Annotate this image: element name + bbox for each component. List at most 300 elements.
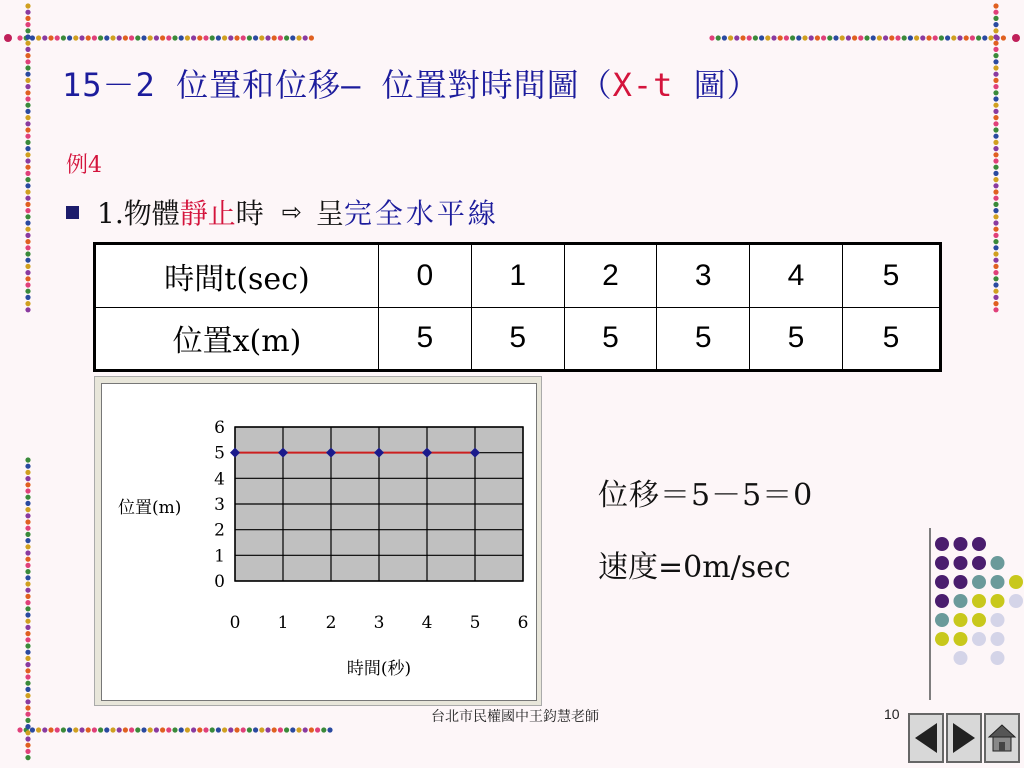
bead-dot	[993, 282, 998, 287]
bead-dot	[303, 35, 308, 40]
bead-dot	[25, 276, 30, 281]
table-cell: 4	[750, 244, 843, 308]
bead-dot	[25, 78, 30, 83]
bead-dot	[25, 538, 30, 543]
bead-dot	[993, 264, 998, 269]
bead-dot	[222, 35, 227, 40]
bead-dot	[993, 227, 998, 232]
table-header: 時間t(sec)	[95, 244, 379, 308]
bead-dot	[172, 35, 177, 40]
bead-dot	[25, 146, 30, 151]
bead-dot	[759, 35, 764, 40]
bead-dot	[993, 53, 998, 58]
bead-dot	[25, 457, 30, 462]
bead-dot	[309, 35, 314, 40]
bead-dot	[265, 35, 270, 40]
bead-dot	[982, 35, 987, 40]
bead-dot	[290, 727, 295, 732]
bead-dot	[25, 121, 30, 126]
bead-dot	[17, 727, 22, 732]
bead-dot	[30, 727, 35, 732]
bead-dot	[722, 35, 727, 40]
bead-dot	[259, 727, 264, 732]
bead-dot	[110, 727, 115, 732]
bead-dot	[25, 196, 30, 201]
bead-dot	[747, 35, 752, 40]
bead-dot	[765, 35, 770, 40]
home-icon	[986, 715, 1018, 761]
bead-dot	[802, 35, 807, 40]
bead-dot	[191, 35, 196, 40]
bead-dot	[25, 127, 30, 132]
bead-dot	[197, 727, 202, 732]
bead-dot	[993, 115, 998, 120]
bead-dot	[25, 245, 30, 250]
bead-dot	[25, 3, 30, 8]
bead-dot	[25, 743, 30, 748]
bead-dot	[25, 668, 30, 673]
bead-dot	[25, 687, 30, 692]
bead-dot	[976, 35, 981, 40]
x-tick-label: 0	[229, 613, 241, 633]
bead-dot	[993, 251, 998, 256]
bead-dot	[858, 35, 863, 40]
bead-dot	[272, 35, 277, 40]
bead-dot	[98, 35, 103, 40]
y-axis-label: 位置(m)	[118, 498, 182, 518]
bead-dot	[154, 727, 159, 732]
bead-dot	[809, 35, 814, 40]
bead-dot	[247, 35, 252, 40]
bead-dot	[871, 35, 876, 40]
bead-dot	[821, 35, 826, 40]
bead-dot	[993, 239, 998, 244]
bead-dot	[241, 727, 246, 732]
bead-dot	[993, 65, 998, 70]
bead-dot	[25, 202, 30, 207]
bead-dot	[951, 35, 956, 40]
bead-dot	[141, 727, 146, 732]
bead-dot	[993, 96, 998, 101]
bead-dot	[25, 501, 30, 506]
triangle-left-icon	[910, 715, 942, 761]
bead-dot	[25, 307, 30, 312]
bead-dot	[117, 727, 122, 732]
bead-dot	[25, 563, 30, 568]
bead-dot	[988, 35, 993, 40]
bead-dot	[141, 35, 146, 40]
bead-dot	[42, 35, 47, 40]
bead-dot	[172, 727, 177, 732]
page-title	[62, 60, 760, 106]
bead-dot	[129, 35, 134, 40]
chart-area	[101, 383, 537, 701]
bead-dot	[964, 35, 969, 40]
bead-dot	[25, 158, 30, 163]
displacement-text: 位移＝5－5＝0	[598, 478, 814, 513]
decorative-dot	[972, 556, 986, 570]
bead-dot	[25, 214, 30, 219]
bullet-result-keyword: 完全水平線	[343, 197, 499, 230]
bead-dot	[278, 727, 283, 732]
bead-dot	[902, 35, 907, 40]
bead-dot	[25, 625, 30, 630]
bead-dot	[25, 233, 30, 238]
decorative-dot	[972, 594, 986, 608]
bead-dot	[166, 727, 171, 732]
decorative-dot	[991, 651, 1005, 665]
bead-dot	[25, 643, 30, 648]
bead-dot	[48, 35, 53, 40]
bead-dot	[216, 727, 221, 732]
bead-dot	[993, 289, 998, 294]
bead-dot	[191, 727, 196, 732]
y-tick-label: 3	[214, 495, 225, 515]
y-tick-label: 4	[214, 469, 225, 490]
bead-dot	[104, 727, 109, 732]
bead-dot	[92, 727, 97, 732]
bead-dot	[993, 41, 998, 46]
y-tick-label: 1	[214, 546, 225, 567]
title-suffix: 圖）	[673, 66, 760, 104]
bead-dot	[25, 28, 30, 33]
bead-dot	[993, 121, 998, 126]
bead-dot	[25, 736, 30, 741]
bead-dot	[846, 35, 851, 40]
bead-dot	[290, 35, 295, 40]
table-cell: 5	[471, 307, 564, 371]
bead-dot	[48, 727, 53, 732]
bead-dot	[185, 727, 190, 732]
bullet-result-prefix: 呈	[315, 197, 344, 230]
bead-dot	[148, 727, 153, 732]
bead-dot	[993, 196, 998, 201]
bead-dot	[778, 35, 783, 40]
decorative-dot	[972, 613, 986, 627]
table-row-time	[95, 244, 941, 308]
bead-dot	[67, 727, 72, 732]
bead-dot	[148, 35, 153, 40]
bead-dot	[25, 730, 30, 735]
table-cell: 0	[379, 244, 472, 308]
bead-dot	[993, 258, 998, 263]
bead-dot	[25, 109, 30, 114]
bead-dot	[25, 53, 30, 58]
bead-dot	[166, 35, 171, 40]
table-cell: 1	[471, 244, 564, 308]
table-cell: 5	[842, 307, 940, 371]
bead-dot	[25, 22, 30, 27]
bead-dot	[25, 177, 30, 182]
example-label: 例4	[66, 153, 102, 178]
bead-dot	[993, 233, 998, 238]
bead-dot	[17, 35, 22, 40]
bead-dot	[25, 59, 30, 64]
bead-dot	[25, 84, 30, 89]
bead-dot	[25, 282, 30, 287]
table-cell: 5	[750, 307, 843, 371]
bullet-prefix: 1.物體	[97, 197, 180, 230]
bead-dot	[25, 674, 30, 679]
bead-dot	[123, 35, 128, 40]
bead-dot	[728, 35, 733, 40]
table-header: 位置x(m)	[95, 307, 379, 371]
bead-dot	[86, 727, 91, 732]
next-slide-button[interactable]	[946, 713, 982, 763]
decorative-dot	[991, 594, 1005, 608]
bead-dot	[92, 35, 97, 40]
bead-dot	[25, 34, 30, 39]
bead-dot	[25, 681, 30, 686]
bead-dot	[25, 519, 30, 524]
bead-dot	[25, 600, 30, 605]
bead-dot	[993, 301, 998, 306]
bead-dot	[197, 35, 202, 40]
bead-dot	[25, 532, 30, 537]
decorative-dot	[935, 537, 949, 551]
decorative-dot	[954, 651, 968, 665]
home-button[interactable]	[984, 713, 1020, 763]
bead-dot	[716, 35, 721, 40]
bead-dot	[993, 214, 998, 219]
bead-dot	[73, 35, 78, 40]
chart-frame	[94, 376, 542, 706]
decorative-dot	[991, 632, 1005, 646]
bead-dot	[25, 650, 30, 655]
x-tick-label: 6	[517, 613, 529, 633]
bead-dot	[55, 35, 60, 40]
bead-dot	[993, 134, 998, 139]
bead-dot	[993, 72, 998, 77]
bead-dot	[296, 727, 301, 732]
bead-dot	[284, 727, 289, 732]
y-tick-label: 0	[214, 572, 225, 592]
bead-dot	[993, 22, 998, 27]
bead-dot	[939, 35, 944, 40]
footer-teacher: 台北市民權國中王鈞慧老師	[431, 709, 599, 725]
bead-dot	[25, 544, 30, 549]
bead-dot	[265, 727, 270, 732]
bead-dot	[228, 35, 233, 40]
bead-dot	[993, 84, 998, 89]
decorative-dot	[954, 594, 968, 608]
title-xt: X-t	[612, 66, 674, 104]
triangle-right-icon	[948, 715, 980, 761]
bead-dot	[852, 35, 857, 40]
bead-dot	[234, 35, 239, 40]
bead-dot	[25, 575, 30, 580]
decorative-dot	[1009, 575, 1023, 589]
bead-dot	[154, 35, 159, 40]
bead-dot	[993, 109, 998, 114]
bead-dot	[25, 16, 30, 21]
bead-dot	[160, 35, 165, 40]
xt-chart	[102, 384, 536, 700]
velocity-text: 速度=0m/sec	[598, 550, 791, 585]
bead-dot	[25, 134, 30, 139]
y-tick-label: 2	[214, 520, 225, 541]
bead-dot	[210, 35, 215, 40]
decorative-dot	[954, 556, 968, 570]
bead-dot	[253, 35, 258, 40]
bead-dot	[753, 35, 758, 40]
bead-dot	[42, 727, 47, 732]
x-axis-label: 時間(秒)	[346, 659, 412, 679]
bead-dot	[25, 662, 30, 667]
bead-dot	[25, 712, 30, 717]
bullet-line	[66, 192, 499, 232]
bead-dot	[993, 171, 998, 176]
decorative-dot	[972, 537, 986, 551]
bead-dot	[993, 307, 998, 312]
bead-dot	[61, 727, 66, 732]
bead-dot	[25, 96, 30, 101]
bead-dot	[179, 727, 184, 732]
bead-dot	[25, 289, 30, 294]
bead-dot	[740, 35, 745, 40]
bead-dot	[55, 727, 60, 732]
decorative-dot	[991, 575, 1005, 589]
bead-dot	[25, 220, 30, 225]
bead-dot	[993, 189, 998, 194]
bead-dot	[117, 35, 122, 40]
bead-dot	[25, 656, 30, 661]
bead-dot	[993, 158, 998, 163]
decorative-dot	[954, 632, 968, 646]
table-cell: 5	[379, 307, 472, 371]
bead-dot	[25, 464, 30, 469]
bead-dot	[321, 727, 326, 732]
table-cell: 5	[657, 307, 750, 371]
bead-dot	[993, 202, 998, 207]
table-cell: 3	[657, 244, 750, 308]
bead-dot	[889, 35, 894, 40]
bullet-suffix: 時	[235, 197, 264, 230]
bead-dot	[993, 183, 998, 188]
y-tick-label: 5	[214, 443, 225, 464]
bead-dot	[920, 35, 925, 40]
bead-dot	[25, 270, 30, 275]
bead-dot	[315, 727, 320, 732]
bead-dot	[25, 606, 30, 611]
bead-dot	[25, 718, 30, 723]
bead-dot	[771, 35, 776, 40]
bead-dot	[993, 295, 998, 300]
bead-dot	[25, 227, 30, 232]
bead-dot	[25, 72, 30, 77]
decorative-dot	[991, 556, 1005, 570]
bead-dot	[25, 470, 30, 475]
bead-dot	[303, 727, 308, 732]
bead-dot	[784, 35, 789, 40]
bead-dot	[709, 35, 714, 40]
bead-dot	[79, 35, 84, 40]
bead-dot	[993, 220, 998, 225]
bead-dot	[993, 208, 998, 213]
bead-dot	[25, 295, 30, 300]
bead-dot	[216, 35, 221, 40]
title-main: 15－2 位置和位移— 位置對時間圖（	[62, 66, 613, 104]
bead-dot	[25, 557, 30, 562]
bead-dot	[25, 258, 30, 263]
bead-dot	[1001, 35, 1006, 40]
bead-dot	[25, 612, 30, 617]
bead-dot	[993, 28, 998, 33]
bead-dot	[933, 35, 938, 40]
bead-dot	[25, 637, 30, 642]
bead-dot	[98, 727, 103, 732]
data-table	[93, 242, 942, 372]
bead-dot	[259, 35, 264, 40]
decorative-dot	[954, 613, 968, 627]
bead-dot	[993, 78, 998, 83]
bead-dot	[67, 35, 72, 40]
prev-slide-button[interactable]	[908, 713, 944, 763]
bead-dot	[284, 35, 289, 40]
bead-dot	[179, 35, 184, 40]
bead-dot	[25, 526, 30, 531]
bead-dot	[272, 727, 277, 732]
bead-dot	[25, 183, 30, 188]
bead-dot	[993, 270, 998, 275]
bead-dot	[25, 90, 30, 95]
table-cell: 2	[564, 244, 657, 308]
bead-dot	[203, 727, 208, 732]
bead-dot	[25, 264, 30, 269]
decorative-dot	[972, 575, 986, 589]
bead-dot	[278, 35, 283, 40]
bead-dot	[309, 727, 314, 732]
bead-dot	[25, 189, 30, 194]
bead-dot	[25, 755, 30, 760]
x-tick-label: 1	[277, 613, 289, 633]
bead-dot	[25, 588, 30, 593]
bead-dot	[25, 208, 30, 213]
bead-dot	[110, 35, 115, 40]
bead-dot	[123, 727, 128, 732]
bead-dot	[840, 35, 845, 40]
bead-dot	[926, 35, 931, 40]
bead-dot	[25, 41, 30, 46]
bead-dot	[864, 35, 869, 40]
bead-dot	[827, 35, 832, 40]
bead-dot	[104, 35, 109, 40]
bead-dot	[993, 152, 998, 157]
bead-dot	[734, 35, 739, 40]
bead-dot	[895, 35, 900, 40]
bead-dot	[129, 727, 134, 732]
bead-dot	[61, 35, 66, 40]
x-tick-label: 4	[421, 613, 433, 633]
decorative-dot	[972, 632, 986, 646]
bead-dot	[25, 115, 30, 120]
bullet-keyword: 靜止	[179, 197, 236, 230]
bead-dot	[86, 35, 91, 40]
bead-dot	[25, 251, 30, 256]
bead-dot	[25, 140, 30, 145]
bead-dot	[970, 35, 975, 40]
bead-dot	[160, 727, 165, 732]
bead-dot	[25, 239, 30, 244]
bead-dot	[993, 59, 998, 64]
bead-dot	[796, 35, 801, 40]
table-cell: 5	[842, 244, 940, 308]
y-tick-label: 6	[214, 418, 225, 438]
bead-dot	[241, 35, 246, 40]
bead-dot	[833, 35, 838, 40]
bead-dot	[25, 482, 30, 487]
bead-dot	[790, 35, 795, 40]
